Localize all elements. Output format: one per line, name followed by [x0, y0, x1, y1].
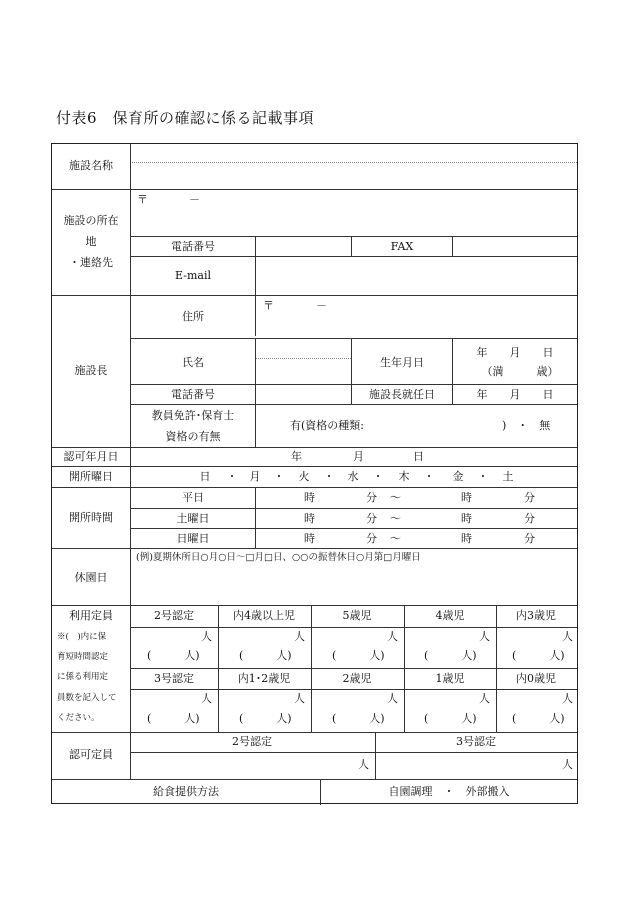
approval-date-label: 認可年月日	[63, 450, 119, 463]
cap-unit[interactable]: 人	[294, 692, 305, 705]
weekday-open-hour[interactable]: 時	[304, 491, 315, 504]
director-name-label: 氏名	[182, 356, 204, 369]
approved-3go-label: 3号認定	[456, 735, 496, 748]
cap-header-age5: 5歳児	[342, 609, 372, 622]
postal-mark: 〒	[137, 193, 148, 206]
approved-2go-unit[interactable]: 人	[358, 758, 369, 771]
cap-header-age1-2: 内1･2歳児	[237, 672, 291, 685]
day-thu[interactable]: 木	[398, 470, 410, 483]
cap-short-time[interactable]: ( 人)	[424, 649, 477, 662]
approved-2go-label: 2号認定	[232, 735, 272, 748]
location-label: 施設の所在 地 ・連絡先	[63, 214, 119, 269]
cap-unit[interactable]: 人	[294, 630, 305, 643]
hours-sunday-label: 日曜日	[176, 532, 210, 545]
sunday-close-minute[interactable]: 分	[524, 532, 535, 545]
weekday-open-minute[interactable]: 分	[366, 491, 377, 504]
director-phone-label: 電話番号	[171, 388, 215, 401]
day-mon[interactable]: 月	[249, 470, 261, 483]
birth-date-label: 生年月日	[380, 356, 424, 369]
cap-short-time[interactable]: ( 人)	[332, 649, 385, 662]
director-address-label: 住所	[182, 310, 204, 323]
saturday-close-minute[interactable]: 分	[524, 512, 535, 525]
capacity-label: 利用定員	[69, 609, 113, 622]
hours-label: 開所時間	[69, 511, 113, 524]
director-phone-field[interactable]	[257, 386, 349, 403]
birth-date-value[interactable]: 年 月 日	[476, 346, 554, 359]
meal-value[interactable]: 自園調理 ・ 外部搬入	[388, 785, 510, 798]
location-address-field[interactable]	[132, 191, 575, 235]
approval-month[interactable]: 月	[353, 450, 364, 463]
form-title: 付表6 保育所の確認に係る記載事項	[56, 109, 315, 127]
weekday-close-minute[interactable]: 分	[524, 491, 535, 504]
approval-day[interactable]: 日	[413, 450, 424, 463]
hours-weekday-label: 平日	[182, 491, 204, 504]
holidays-example[interactable]: (例)夏期休所日○月○日～□月□日、○○の振替休日○月第□月曜日	[136, 552, 421, 563]
cap-unit[interactable]: 人	[387, 692, 398, 705]
meal-label: 給食提供方法	[153, 785, 219, 798]
sunday-open-hour[interactable]: 時	[304, 532, 315, 545]
cap-short-time[interactable]: ( 人)	[424, 712, 477, 725]
birth-age-value[interactable]: （満 歳）	[481, 365, 559, 378]
approved-capacity-label: 認可定員	[69, 748, 113, 761]
day-fri[interactable]: 金	[452, 470, 464, 483]
location-phone-label: 電話番号	[171, 240, 215, 253]
day-sun[interactable]: 日	[199, 470, 211, 483]
facility-name-label: 施設名称	[69, 159, 113, 172]
director-name-field[interactable]	[257, 340, 349, 383]
approval-year[interactable]: 年	[291, 450, 302, 463]
email-field[interactable]	[257, 258, 575, 294]
sunday-open-minute[interactable]: 分	[366, 532, 377, 545]
cap-unit[interactable]: 人	[562, 692, 573, 705]
director-postal-dash: －	[316, 299, 327, 312]
appointed-date-value[interactable]: 年 月 日	[476, 388, 554, 401]
cap-header-over4: 内4歳以上児	[233, 609, 295, 622]
email-label: E-mail	[175, 269, 211, 282]
day-sat[interactable]: 土	[502, 470, 514, 483]
fax-label: FAX	[390, 240, 414, 253]
registration-form: 施設名称 施設の所在 地 ・連絡先 〒 － 電話番号 FAX E-mail 施設長 住所 〒 － 氏名 生年月日 年 月 日 （満 歳） 電話番号 施設長就任日 年 月 日 教員免許･保育士 資格の有無 有(資格の種類: ) ・ 無 認可年月日 年 月 日 開所曜日 日 ・ 月 ・ 火 ・ 水 ・ 木 ・ 金 ・ 土 開所時間 平日 時 分 ～ 時 分 土曜日 時 分 ～ 時 分 日曜日 時 分 ～ 時 分 休園日 (例)夏期休所日○月○日～□月□日、○○の振替休日○月第□月曜日 利用定員 ※( )内に保 育短時間認定 に係る利用定 員数を記入して ください。 2号認定 内4歳以上児 5歳児 4歳児 内3歳児 人 人 人 人 人 ( 人) ( 人) ( 人) ( 人) ( 人) 3号認定 内1･2歳児 2歳児 1歳児 内0歳児 人 人 人 人 人 ( 人) ( 人) ( 人) ( 人) ( 人) 認可定員 2号認定 3号認定 人 人 給食提供方法 自園調理 ・ 外部搬入	[51, 143, 578, 804]
cap-unit[interactable]: 人	[201, 630, 212, 643]
cap-unit[interactable]: 人	[479, 630, 490, 643]
cap-short-time[interactable]: ( 人)	[147, 712, 200, 725]
cap-header-age2: 2歳児	[342, 672, 372, 685]
cap-unit[interactable]: 人	[479, 692, 490, 705]
cap-unit[interactable]: 人	[387, 630, 398, 643]
cap-header-2go: 2号認定	[154, 609, 194, 622]
director-label: 施設長	[74, 364, 108, 377]
cap-short-time[interactable]: ( 人)	[239, 712, 292, 725]
cap-unit[interactable]: 人	[201, 692, 212, 705]
capacity-note: ※( )内に保 育短時間認定 に係る利用定 員数を記入して ください。	[57, 632, 117, 723]
cap-short-time[interactable]: ( 人)	[239, 649, 292, 662]
hours-saturday-label: 土曜日	[176, 512, 210, 525]
license-label: 教員免許･保育士 資格の有無	[151, 409, 235, 443]
cap-short-time[interactable]: ( 人)	[332, 712, 385, 725]
license-value[interactable]: 有(資格の種類:	[290, 419, 364, 432]
director-address-field[interactable]	[257, 297, 575, 337]
day-tue[interactable]: 火	[298, 470, 310, 483]
appointed-date-label: 施設長就任日	[369, 388, 435, 401]
cap-short-time[interactable]: ( 人)	[512, 712, 565, 725]
postal-dash: －	[189, 193, 200, 206]
cap-header-age0: 内0歳児	[516, 672, 556, 685]
facility-name-field[interactable]	[132, 146, 575, 187]
open-days-label: 開所曜日	[69, 470, 113, 483]
director-postal-mark: 〒	[263, 299, 274, 312]
saturday-close-hour[interactable]: 時	[461, 512, 472, 525]
cap-unit[interactable]: 人	[562, 630, 573, 643]
holidays-label: 休園日	[74, 571, 108, 584]
location-phone-field[interactable]	[257, 238, 349, 255]
weekday-close-hour[interactable]: 時	[461, 491, 472, 504]
cap-short-time[interactable]: ( 人)	[147, 649, 200, 662]
license-none-option[interactable]: ) ・ 無	[502, 419, 551, 432]
saturday-open-hour[interactable]: 時	[304, 512, 315, 525]
cap-header-age4: 4歳児	[435, 609, 465, 622]
cap-header-age1: 1歳児	[435, 672, 465, 685]
approved-3go-unit[interactable]: 人	[562, 758, 573, 771]
saturday-open-minute[interactable]: 分	[366, 512, 377, 525]
fax-field[interactable]	[454, 238, 575, 255]
cap-header-age3: 内3歳児	[516, 609, 556, 622]
sunday-close-hour[interactable]: 時	[461, 532, 472, 545]
cap-short-time[interactable]: ( 人)	[512, 649, 565, 662]
cap-header-3go: 3号認定	[154, 672, 194, 685]
day-wed[interactable]: 水	[347, 470, 359, 483]
